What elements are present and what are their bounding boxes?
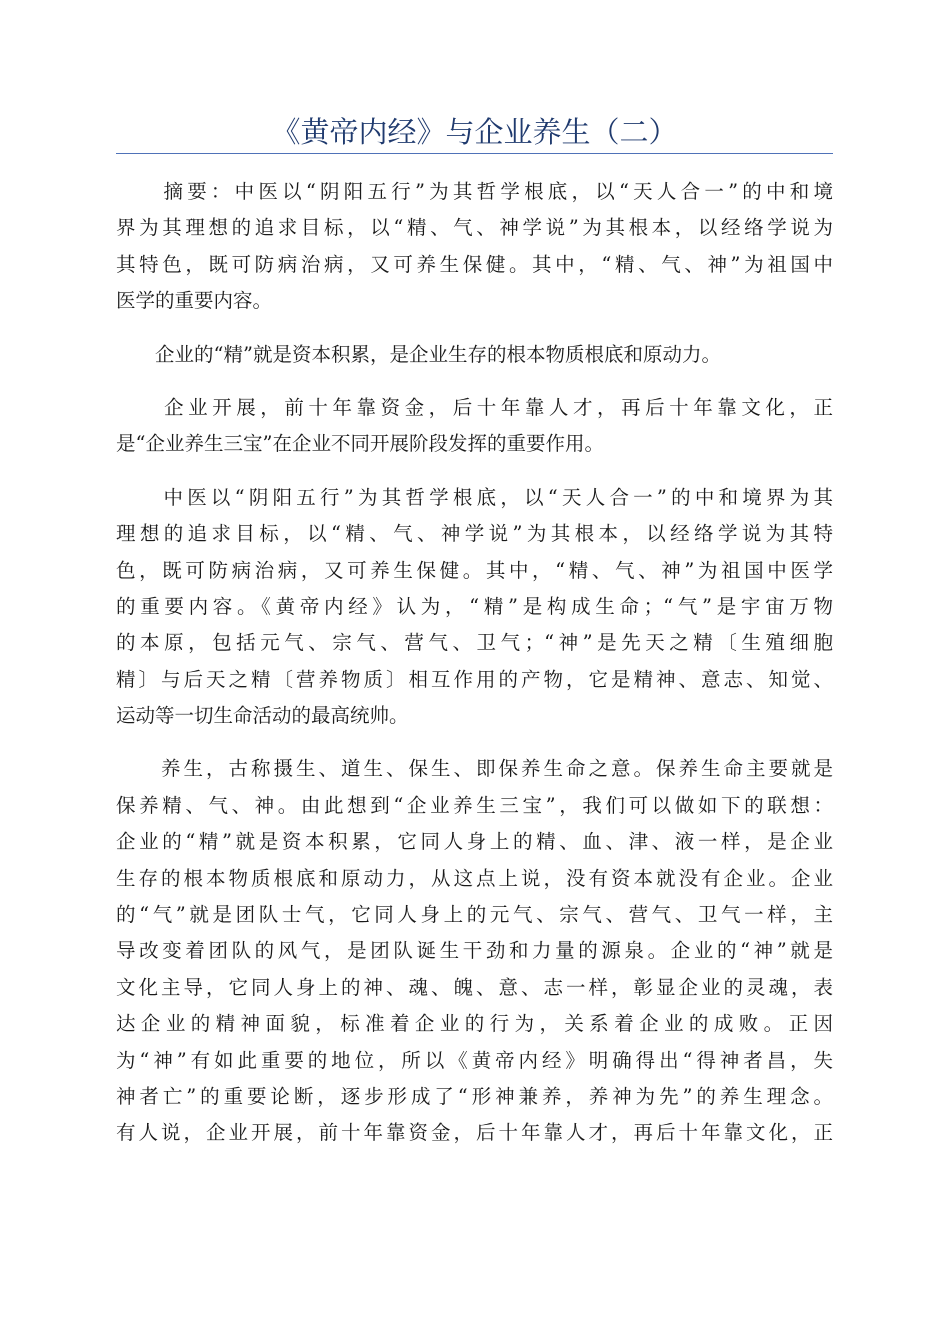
text-line: 是“企业养生三宝”在企业不同开展阶段发挥的重要作用。 (116, 432, 604, 456)
text-line: 的“气”就是团队士气，它同人身上的元气、宗气、营气、卫气一样，主 (116, 903, 833, 927)
text-line: 医学的重要内容。 (116, 289, 273, 313)
text-line: 达企业的精神面貌，标准着企业的行为，关系着企业的成败。正因 (116, 1012, 833, 1036)
text-line: 界为其理想的追求目标，以“精、气、神学说”为其根本，以经络学说为 (116, 216, 833, 240)
text-line: 生存的根本物质根底和原动力，从这点上说，没有资本就没有企业。企业 (116, 866, 833, 890)
text-line: 养生，古称摄生、道生、保生、即保养生命之意。保养生命主要就是 (116, 757, 833, 781)
text-line: 神者亡”的重要论断，逐步形成了“形神兼养，养神为先”的养生理念。 (116, 1084, 833, 1108)
text-line: 运动等一切生命活动的最高统帅。 (116, 704, 409, 728)
text-line: 的本原，包括元气、宗气、营气、卫气；“神”是先天之精〔生殖细胞 (116, 631, 833, 655)
text-line: 保养精、气、神。由此想到“企业养生三宝”，我们可以做如下的联想： (116, 793, 833, 817)
text-line: 精〕与后天之精〔营养物质〕相互作用的产物，它是精神、意志、知觉、 (116, 667, 833, 691)
text-line: 的重要内容。《黄帝内经》认为，“精”是构成生命；“气”是宇宙万物 (116, 594, 833, 618)
text-line: 企业开展，前十年靠资金，后十年靠人才，再后十年靠文化，正 (116, 395, 833, 419)
text-line: 有人说，企业开展，前十年靠资金，后十年靠人才，再后十年靠文化，正 (116, 1121, 833, 1145)
text-line: 理想的追求目标，以“精、气、神学说”为其根本，以经络学说为其特 (116, 522, 833, 546)
document-body (116, 174, 833, 1169)
paragraph-4 (116, 480, 833, 735)
text-line: 企业的“精”就是资本积累，它同人身上的精、血、津、液一样，是企业 (116, 830, 833, 854)
title-underline (116, 153, 833, 154)
text-line: 导改变着团队的风气，是团队诞生干劲和力量的源泉。企业的“神”就是 (116, 939, 833, 963)
paragraph-1 (116, 174, 833, 320)
text-line: 摘要：中医以“阴阳五行”为其哲学根底，以“天人合一”的中和境 (116, 180, 833, 203)
paragraph-3 (116, 390, 833, 463)
text-line: 文化主导，它同人身上的神、魂、魄、意、志一样，彰显企业的灵魂，表 (116, 975, 833, 999)
text-line: 中医以“阴阳五行”为其哲学根底，以“天人合一”的中和境界为其 (116, 485, 833, 509)
text-line: 企业的“精”就是资本积累，是企业生存的根本物质根底和原动力。 (116, 342, 721, 366)
text-line: 为“神”有如此重要的地位，所以《黄帝内经》明确得出“得神者昌，失 (116, 1048, 833, 1072)
page-title: 《黄帝内经》与企业养生（二） (271, 115, 678, 149)
paragraph-5 (116, 751, 833, 1151)
text-line: 其特色，既可防病治病，又可养生保健。其中，“精、气、神”为祖国中 (116, 252, 833, 276)
paragraph-2 (116, 337, 833, 373)
text-line: 色，既可防病治病，又可养生保健。其中，“精、气、神”为祖国中医学 (116, 558, 833, 582)
